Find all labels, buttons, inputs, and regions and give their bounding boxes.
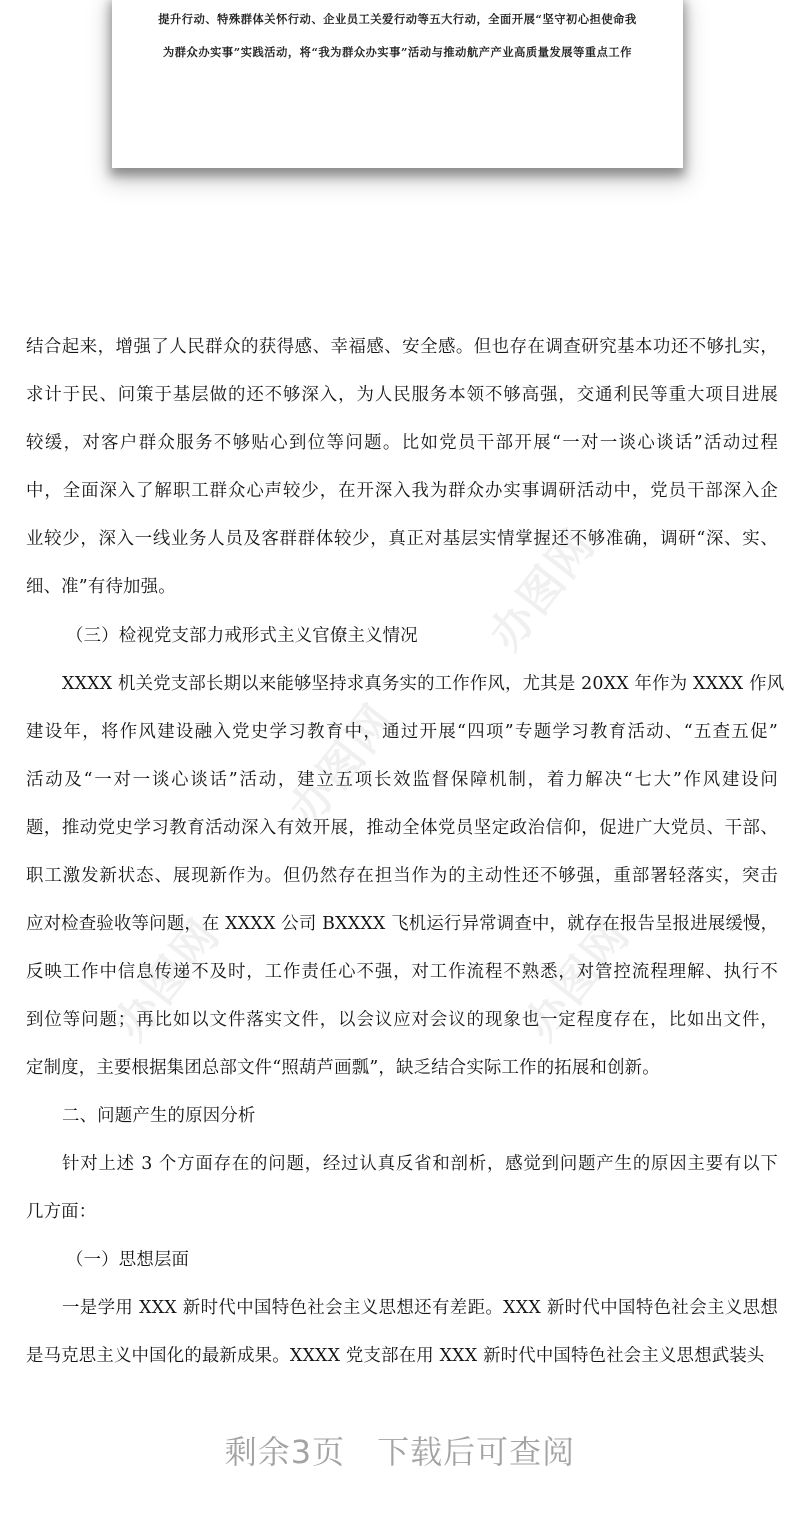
section-heading: （一）思想层面 bbox=[66, 1250, 190, 1270]
document-line: 细、准”有待加强。 bbox=[26, 577, 176, 597]
document-line: 是马克思主义中国化的最新成果。XXXX 党支部在用 XXX 新时代中国特色社会主义思想武装头 bbox=[26, 1346, 765, 1366]
document-line: 针对上述 3 个方面存在的问题，经过认真反省和剖析，感觉到问题产生的原因主要有以下 bbox=[62, 1154, 778, 1174]
preview-text-line: 为群众办实事”实践活动，将“我为群众办实事”活动与推动航产产业高质量发展等重点工作 bbox=[162, 45, 633, 59]
document-line: XXXX 机关党支部长期以来能够坚持求真务实的工作作风，尤其是 20XX 年作为 XXXX 作风 bbox=[62, 674, 785, 694]
watermark: 办图网 bbox=[479, 519, 606, 660]
preview-page-card bbox=[112, 0, 683, 168]
document-line: 建设年，将作风建设融入党史学习教育中，通过开展“四项”专题学习教育活动、“五查五促” bbox=[26, 722, 778, 742]
preview-text-line: 提升行动、特殊群体关怀行动、企业员工关爱行动等五大行动，全面开展“坚守初心担使命我 bbox=[158, 12, 637, 26]
document-line: 结合起来，增强了人民群众的获得感、幸福感、安全感。但也存在调查研究基本功还不够扎实， bbox=[26, 337, 778, 357]
document-line: 活动及“一对一谈心谈话”活动，建立五项长效监督保障机制，着力解决“七大”作风建设问 bbox=[26, 770, 778, 790]
document-line: 题，推动党史学习教育活动深入有效开展，推动全体党员坚定政治信仰，促进广大党员、干部、 bbox=[26, 818, 778, 838]
document-line: 反映工作中信息传递不及时，工作责任心不强，对工作流程不熟悉，对管控流程理解、执行不 bbox=[26, 962, 778, 982]
document-line: 到位等问题；再比如以文件落实文件，以会议应对会议的现象也一定程度存在，比如出文件， bbox=[26, 1010, 778, 1030]
document-line: 几方面： bbox=[26, 1202, 97, 1222]
document-line: 应对检查验收等问题，在 XXXX 公司 BXXXX 飞机运行异常调查中，就存在报告呈报进展缓慢， bbox=[26, 914, 779, 934]
document-line: 职工激发新状态、展现新作为。但仍然存在担当作为的主动性还不够强，重部署轻落实，突击 bbox=[26, 866, 778, 886]
remaining-pages-count: 剩余3页 bbox=[224, 1433, 346, 1471]
document-line: 求计于民、问策于基层做的还不够深入，为人民服务本领不够高强，交通利民等重大项目进展 bbox=[26, 385, 778, 405]
document-line: 定制度，主要根据集团总部文件“照葫芦画瓢”，缺乏结合实际工作的拓展和创新。 bbox=[26, 1058, 660, 1078]
section-heading: 二、问题产生的原因分析 bbox=[62, 1106, 256, 1126]
document-line: 一是学用 XXX 新时代中国特色社会主义思想还有差距。XXX 新时代中国特色社会主义思想 bbox=[62, 1298, 778, 1318]
watermark: 办图网 bbox=[279, 694, 406, 835]
watermark: 办图网 bbox=[104, 909, 231, 1050]
remaining-pages-banner[interactable] bbox=[0, 1427, 800, 1473]
download-hint: 下载后可查阅 bbox=[377, 1433, 576, 1471]
document-line: 中，全面深入了解职工群众心声较少，在开深入我为群众办实事调研活动中，党员干部深入企 bbox=[26, 481, 778, 501]
document-line: 较缓，对客户群众服务不够贴心到位等问题。比如党员干部开展“一对一谈心谈话”活动过程 bbox=[26, 433, 778, 453]
section-heading: （三）检视党支部力戒形式主义官僚主义情况 bbox=[66, 626, 418, 646]
document-line: 业较少，深入一线业务人员及客群群体较少，真正对基层实情掌握还不够准确，调研“深、实、 bbox=[26, 529, 778, 549]
watermark: 办图网 bbox=[514, 909, 641, 1050]
